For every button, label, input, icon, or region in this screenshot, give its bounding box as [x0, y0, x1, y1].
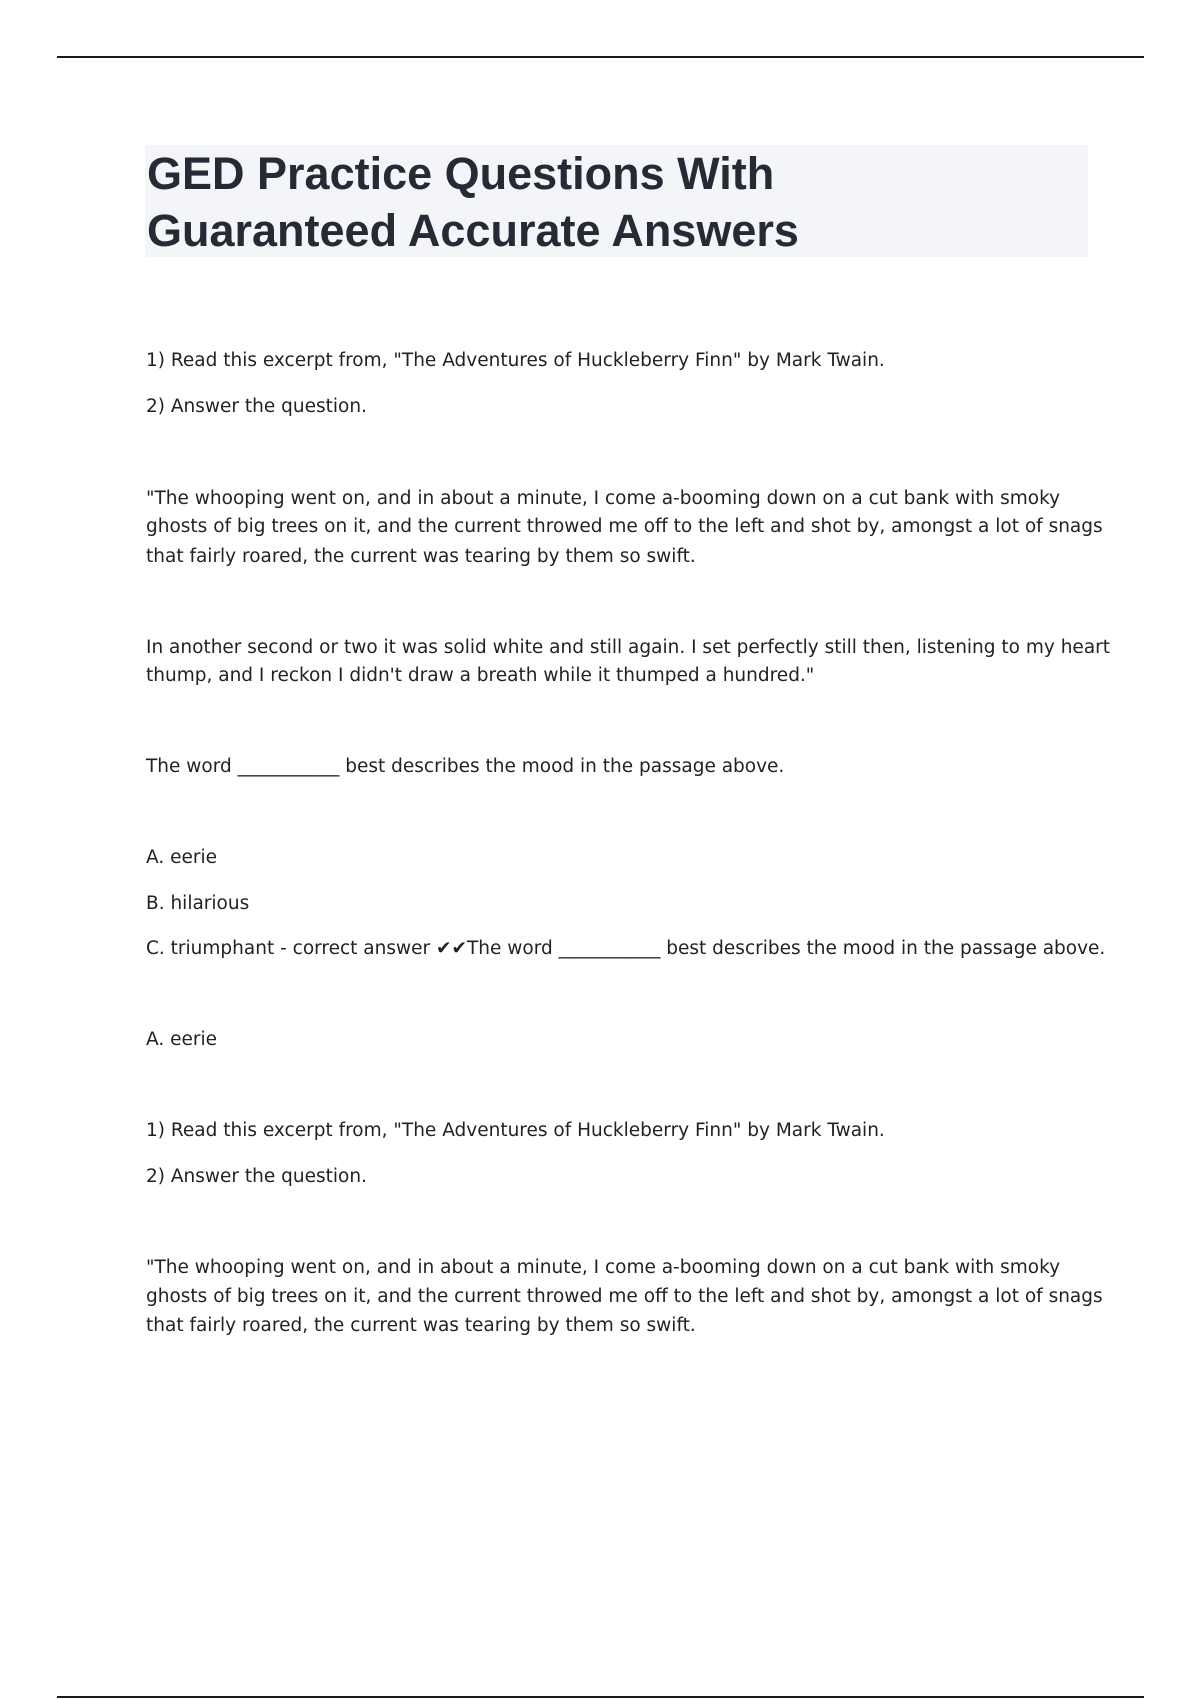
instruction-answer: 2) Answer the question.	[146, 1166, 367, 1187]
title-line-2: Guaranteed Accurate Answers	[147, 205, 799, 256]
passage-line: "The whooping went on, and in about a minute, I come a-booming down on a cut bank with smoky	[146, 1257, 1061, 1278]
instruction-read-excerpt: 1) Read this excerpt from, "The Adventures of Huckleberry Finn" by Mark Twain.	[146, 1120, 885, 1141]
title-block	[145, 145, 1088, 257]
passage-line: ghosts of big trees on it, and the current throwed me off to the left and shot by, amongst a lot of snags	[146, 1286, 1103, 1307]
passage-line: thump, and I reckon I didn't draw a breath while it thumped a hundred."	[146, 665, 815, 686]
title-line-1: GED Practice Questions With	[147, 148, 775, 199]
page-title	[147, 145, 1088, 259]
answer-option-c: C. triumphant - correct answer ✔✔The word ___________ best describes the mood in the passage above.	[146, 938, 1106, 959]
passage-line: In another second or two it was solid white and still again. I set perfectly still then, listening to my heart	[146, 637, 1111, 658]
answer-option-b: B. hilarious	[146, 893, 250, 914]
passage-line: that fairly roared, the current was tearing by them so swift.	[146, 1315, 696, 1336]
passage-line: that fairly roared, the current was tearing by them so swift.	[146, 546, 696, 567]
top-rule	[57, 56, 1144, 58]
instruction-answer: 2) Answer the question.	[146, 396, 367, 417]
answer-option-a: A. eerie	[146, 1029, 217, 1050]
passage-line: "The whooping went on, and in about a minute, I come a-booming down on a cut bank with smoky	[146, 488, 1061, 509]
answer-option-a: A. eerie	[146, 847, 217, 868]
question-prompt: The word ___________ best describes the mood in the passage above.	[146, 756, 785, 777]
instruction-read-excerpt: 1) Read this excerpt from, "The Adventures of Huckleberry Finn" by Mark Twain.	[146, 350, 885, 371]
passage-line: ghosts of big trees on it, and the current throwed me off to the left and shot by, amongst a lot of snags	[146, 516, 1103, 537]
bottom-rule	[57, 1696, 1144, 1698]
